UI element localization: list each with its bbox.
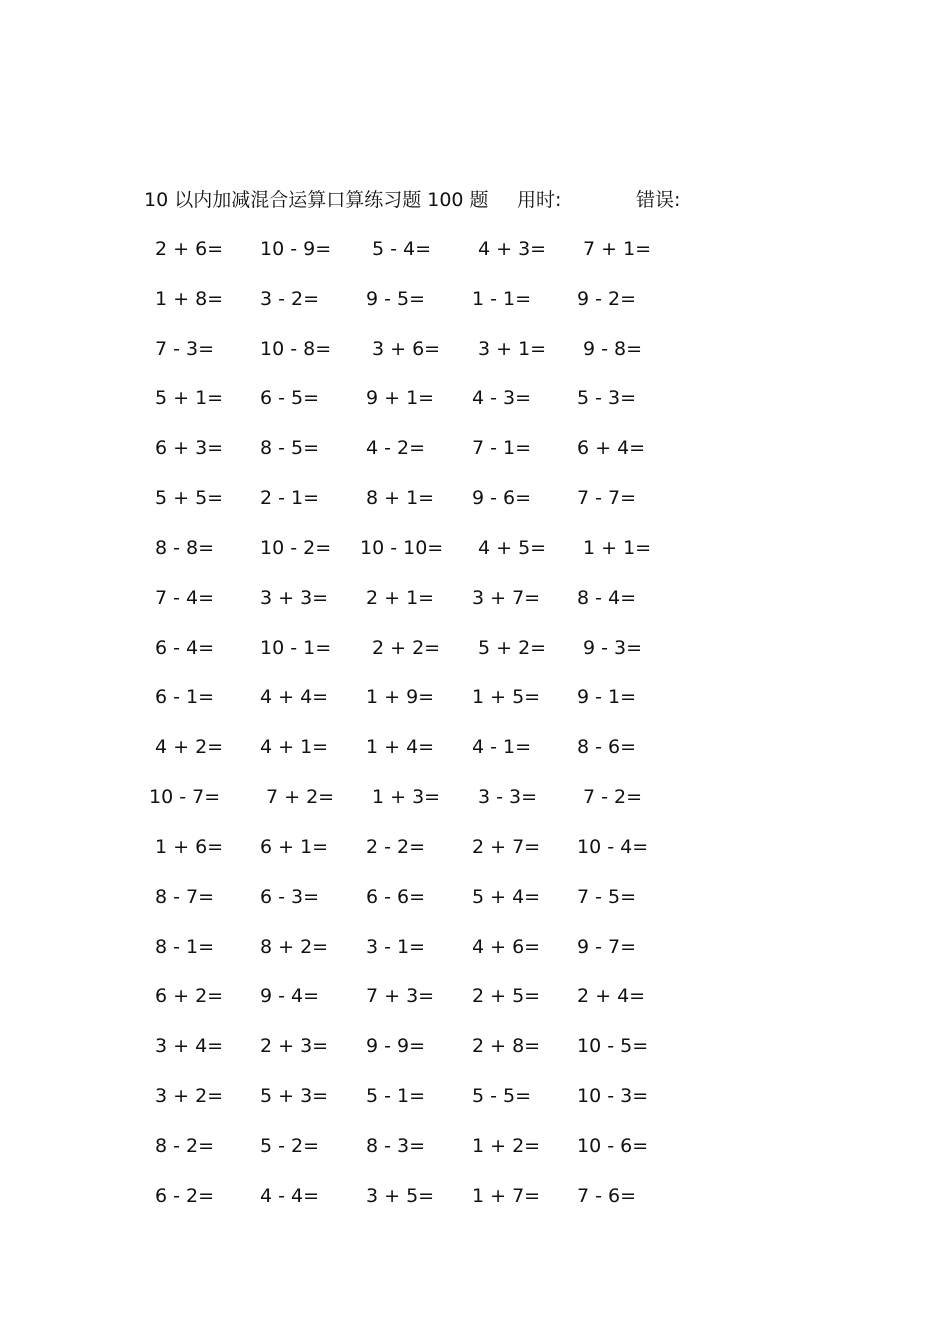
problem-row — [0, 1182, 950, 1232]
problem-item: 8 - 5= — [260, 437, 320, 460]
problem-item: 1 + 6= — [155, 835, 224, 858]
problem-item: 9 + 1= — [366, 387, 435, 410]
problem-item: 2 + 8= — [472, 1035, 541, 1058]
problem-item: 5 - 3= — [577, 387, 637, 410]
problem-item: 7 - 6= — [577, 1184, 637, 1207]
problem-item: 4 - 1= — [472, 736, 532, 759]
problem-item: 3 + 5= — [366, 1184, 435, 1207]
problem-item: 4 - 4= — [260, 1184, 320, 1207]
problem-item: 10 - 6= — [577, 1134, 649, 1157]
problem-item: 3 - 3= — [478, 786, 538, 809]
problem-item: 5 - 2= — [260, 1134, 320, 1157]
problem-item: 8 - 1= — [155, 935, 215, 958]
problem-item: 7 - 4= — [155, 586, 215, 609]
time-used-label: 用时: — [517, 189, 562, 211]
problem-item: 5 + 1= — [155, 387, 224, 410]
problem-item: 4 + 6= — [472, 935, 541, 958]
problem-item: 1 + 9= — [366, 686, 435, 709]
problem-item: 2 + 2= — [372, 636, 441, 659]
problem-item: 2 + 7= — [472, 835, 541, 858]
problem-item: 8 - 7= — [155, 885, 215, 908]
problem-item: 1 + 5= — [472, 686, 541, 709]
problem-row — [0, 484, 950, 534]
problem-row — [0, 783, 950, 833]
worksheet-header — [0, 186, 950, 214]
problem-row — [0, 833, 950, 883]
problem-item: 6 - 2= — [155, 1184, 215, 1207]
problem-item: 7 - 7= — [577, 487, 637, 510]
problem-item: 7 + 1= — [583, 238, 652, 260]
problem-row — [0, 434, 950, 484]
problem-row — [0, 384, 950, 434]
problem-item: 1 + 8= — [155, 287, 224, 310]
problem-item: 1 + 4= — [366, 736, 435, 759]
problem-item: 1 + 7= — [472, 1184, 541, 1207]
problem-item: 2 + 5= — [472, 985, 541, 1008]
problem-item: 2 + 1= — [366, 586, 435, 609]
problem-row — [0, 1132, 950, 1182]
problem-item: 9 - 5= — [366, 287, 426, 310]
problem-item: 10 - 4= — [577, 835, 649, 858]
problem-item: 2 - 1= — [260, 487, 320, 510]
problem-item: 7 - 3= — [155, 337, 215, 360]
problem-row — [0, 1082, 950, 1132]
problem-item: 6 - 5= — [260, 387, 320, 410]
problem-row — [0, 933, 950, 983]
problem-item: 4 + 5= — [478, 536, 547, 559]
problem-row — [0, 683, 950, 733]
problem-item: 9 - 6= — [472, 487, 532, 510]
problem-row — [0, 982, 950, 1032]
problem-item: 5 + 3= — [260, 1085, 329, 1108]
problem-row — [0, 584, 950, 634]
problem-item: 1 + 3= — [372, 786, 441, 809]
problem-item: 6 + 4= — [577, 437, 646, 460]
problem-item: 1 + 1= — [583, 536, 652, 559]
problem-item: 9 - 8= — [583, 337, 643, 360]
problem-item: 10 - 2= — [260, 536, 332, 559]
problem-item: 4 + 4= — [260, 686, 329, 709]
problem-item: 5 + 5= — [155, 487, 224, 510]
problem-item: 10 - 10= — [360, 536, 444, 559]
problem-item: 2 - 2= — [366, 835, 426, 858]
problem-item: 3 + 1= — [478, 337, 547, 360]
problem-item: 9 - 9= — [366, 1035, 426, 1058]
problem-row — [0, 534, 950, 584]
problem-item: 1 - 1= — [472, 287, 532, 310]
problem-item: 7 - 5= — [577, 885, 637, 908]
problem-item: 5 - 5= — [472, 1085, 532, 1108]
problem-item: 10 - 7= — [149, 786, 221, 809]
problem-item: 4 + 2= — [155, 736, 224, 759]
problem-item: 8 - 3= — [366, 1134, 426, 1157]
problem-item: 3 - 1= — [366, 935, 426, 958]
problem-item: 6 + 3= — [155, 437, 224, 460]
problem-item: 3 + 3= — [260, 586, 329, 609]
problem-item: 5 - 1= — [366, 1085, 426, 1108]
problem-item: 7 + 2= — [266, 786, 335, 809]
problem-item: 8 + 2= — [260, 935, 329, 958]
problem-item: 9 - 7= — [577, 935, 637, 958]
problem-item: 5 - 4= — [372, 238, 432, 260]
problem-item: 4 - 2= — [366, 437, 426, 460]
problem-item: 8 - 2= — [155, 1134, 215, 1157]
problem-item: 5 + 2= — [478, 636, 547, 659]
worksheet-title: 10 以内加减混合运算口算练习题 100 题 — [144, 189, 489, 211]
problem-item: 3 + 6= — [372, 337, 441, 360]
problem-item: 10 - 5= — [577, 1035, 649, 1058]
problem-item: 4 - 3= — [472, 387, 532, 410]
problem-item: 10 - 8= — [260, 337, 332, 360]
problem-item: 6 - 3= — [260, 885, 320, 908]
problem-grid — [0, 235, 950, 1232]
problem-item: 7 - 1= — [472, 437, 532, 460]
problem-item: 8 - 8= — [155, 536, 215, 559]
problem-item: 8 - 4= — [577, 586, 637, 609]
problem-item: 10 - 9= — [260, 238, 332, 260]
problem-item: 4 + 1= — [260, 736, 329, 759]
problem-item: 2 + 3= — [260, 1035, 329, 1058]
problem-row — [0, 235, 950, 285]
problem-item: 10 - 3= — [577, 1085, 649, 1108]
problem-item: 5 + 4= — [472, 885, 541, 908]
problem-item: 10 - 1= — [260, 636, 332, 659]
problem-item: 6 - 4= — [155, 636, 215, 659]
problem-item: 8 - 6= — [577, 736, 637, 759]
errors-label: 错误: — [636, 189, 681, 211]
problem-item: 9 - 1= — [577, 686, 637, 709]
problem-row — [0, 335, 950, 385]
problem-item: 4 + 3= — [478, 238, 547, 260]
problem-item: 9 - 3= — [583, 636, 643, 659]
problem-row — [0, 634, 950, 684]
problem-row — [0, 883, 950, 933]
problem-item: 9 - 2= — [577, 287, 637, 310]
problem-item: 2 + 4= — [577, 985, 646, 1008]
problem-item: 6 - 6= — [366, 885, 426, 908]
problem-item: 7 - 2= — [583, 786, 643, 809]
problem-item: 3 - 2= — [260, 287, 320, 310]
problem-item: 3 + 2= — [155, 1085, 224, 1108]
problem-row — [0, 733, 950, 783]
problem-row — [0, 1032, 950, 1082]
problem-item: 6 - 1= — [155, 686, 215, 709]
problem-item: 3 + 4= — [155, 1035, 224, 1058]
problem-item: 6 + 2= — [155, 985, 224, 1008]
problem-item: 7 + 3= — [366, 985, 435, 1008]
problem-item: 6 + 1= — [260, 835, 329, 858]
problem-row — [0, 285, 950, 335]
problem-item: 3 + 7= — [472, 586, 541, 609]
problem-item: 1 + 2= — [472, 1134, 541, 1157]
problem-item: 9 - 4= — [260, 985, 320, 1008]
problem-item: 8 + 1= — [366, 487, 435, 510]
problem-item: 2 + 6= — [155, 238, 224, 260]
